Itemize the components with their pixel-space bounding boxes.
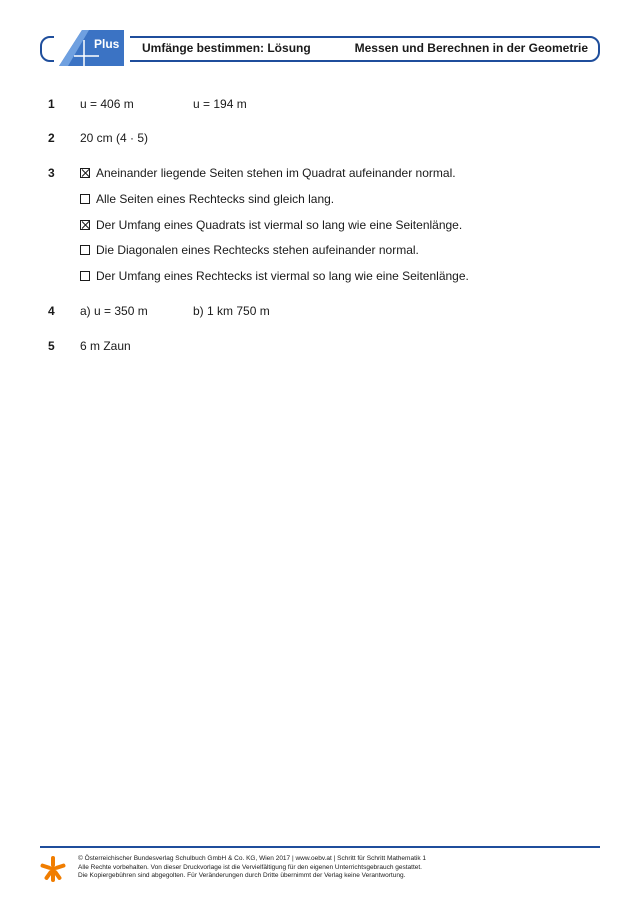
answer-number-1: 1 [48,97,55,111]
option-row [80,166,456,180]
answer-number-5: 5 [48,339,55,353]
option-text: Die Diagonalen eines Rechtecks stehen aufeinander normal. [96,243,419,257]
unchecked-box-icon[interactable] [80,245,90,255]
answer-number-2: 2 [48,131,55,145]
page-title: Umfänge bestimmen: Lösung [142,41,311,55]
subject-title: Messen und Berechnen in der Geometrie [354,41,588,55]
checked-box-icon[interactable] [80,220,90,230]
option-text: Der Umfang eines Rechtecks ist viermal so lang wie eine Seitenlänge. [96,269,469,283]
option-text: Aneinander liegende Seiten stehen im Quadrat aufeinander normal. [96,166,456,180]
answer-number-4: 4 [48,304,55,318]
footer-divider [40,846,600,848]
footer-line-2: Alle Rechte vorbehalten. Von dieser Druckvorlage ist die Vervielfältigung für den eigenen Unterrichtsgebrauch gestattet. [78,863,422,871]
answer-1-left: u = 406 m [80,97,134,111]
unchecked-box-icon[interactable] [80,194,90,204]
answer-1-right: u = 194 m [193,97,247,111]
logo-text: Plus [94,37,120,51]
answer-4-part-b: b) 1 km 750 m [193,304,270,318]
option-row [80,243,419,257]
footer-copyright [78,855,426,881]
unchecked-box-icon[interactable] [80,271,90,281]
footer-line-3: Die Kopiergebühren sind abgegolten. Für Veränderungen durch Dritte übernimmt der Verlag keine Verantwortung. [78,872,406,879]
option-text: Alle Seiten eines Rechtecks sind gleich lang. [96,192,335,206]
option-row [80,218,462,232]
answer-4-part-a: a) u = 350 m [80,304,148,318]
answer-number-3: 3 [48,166,55,180]
answer-5-text: 6 m Zaun [80,339,131,353]
oebv-star-logo-icon [40,856,66,887]
option-text: Der Umfang eines Quadrats ist viermal so lang wie eine Seitenlänge. [96,218,463,232]
footer-line-1: © Österreichischer Bundesverlag Schulbuch GmbH & Co. KG, Wien 2017 | www.oebv.at | Schritt für Schritt Mathematik 1 [78,855,426,862]
checked-box-icon[interactable] [80,168,90,178]
answer-2-text: 20 cm (4 · 5) [80,131,149,145]
option-row [80,269,469,283]
option-row [80,192,334,206]
